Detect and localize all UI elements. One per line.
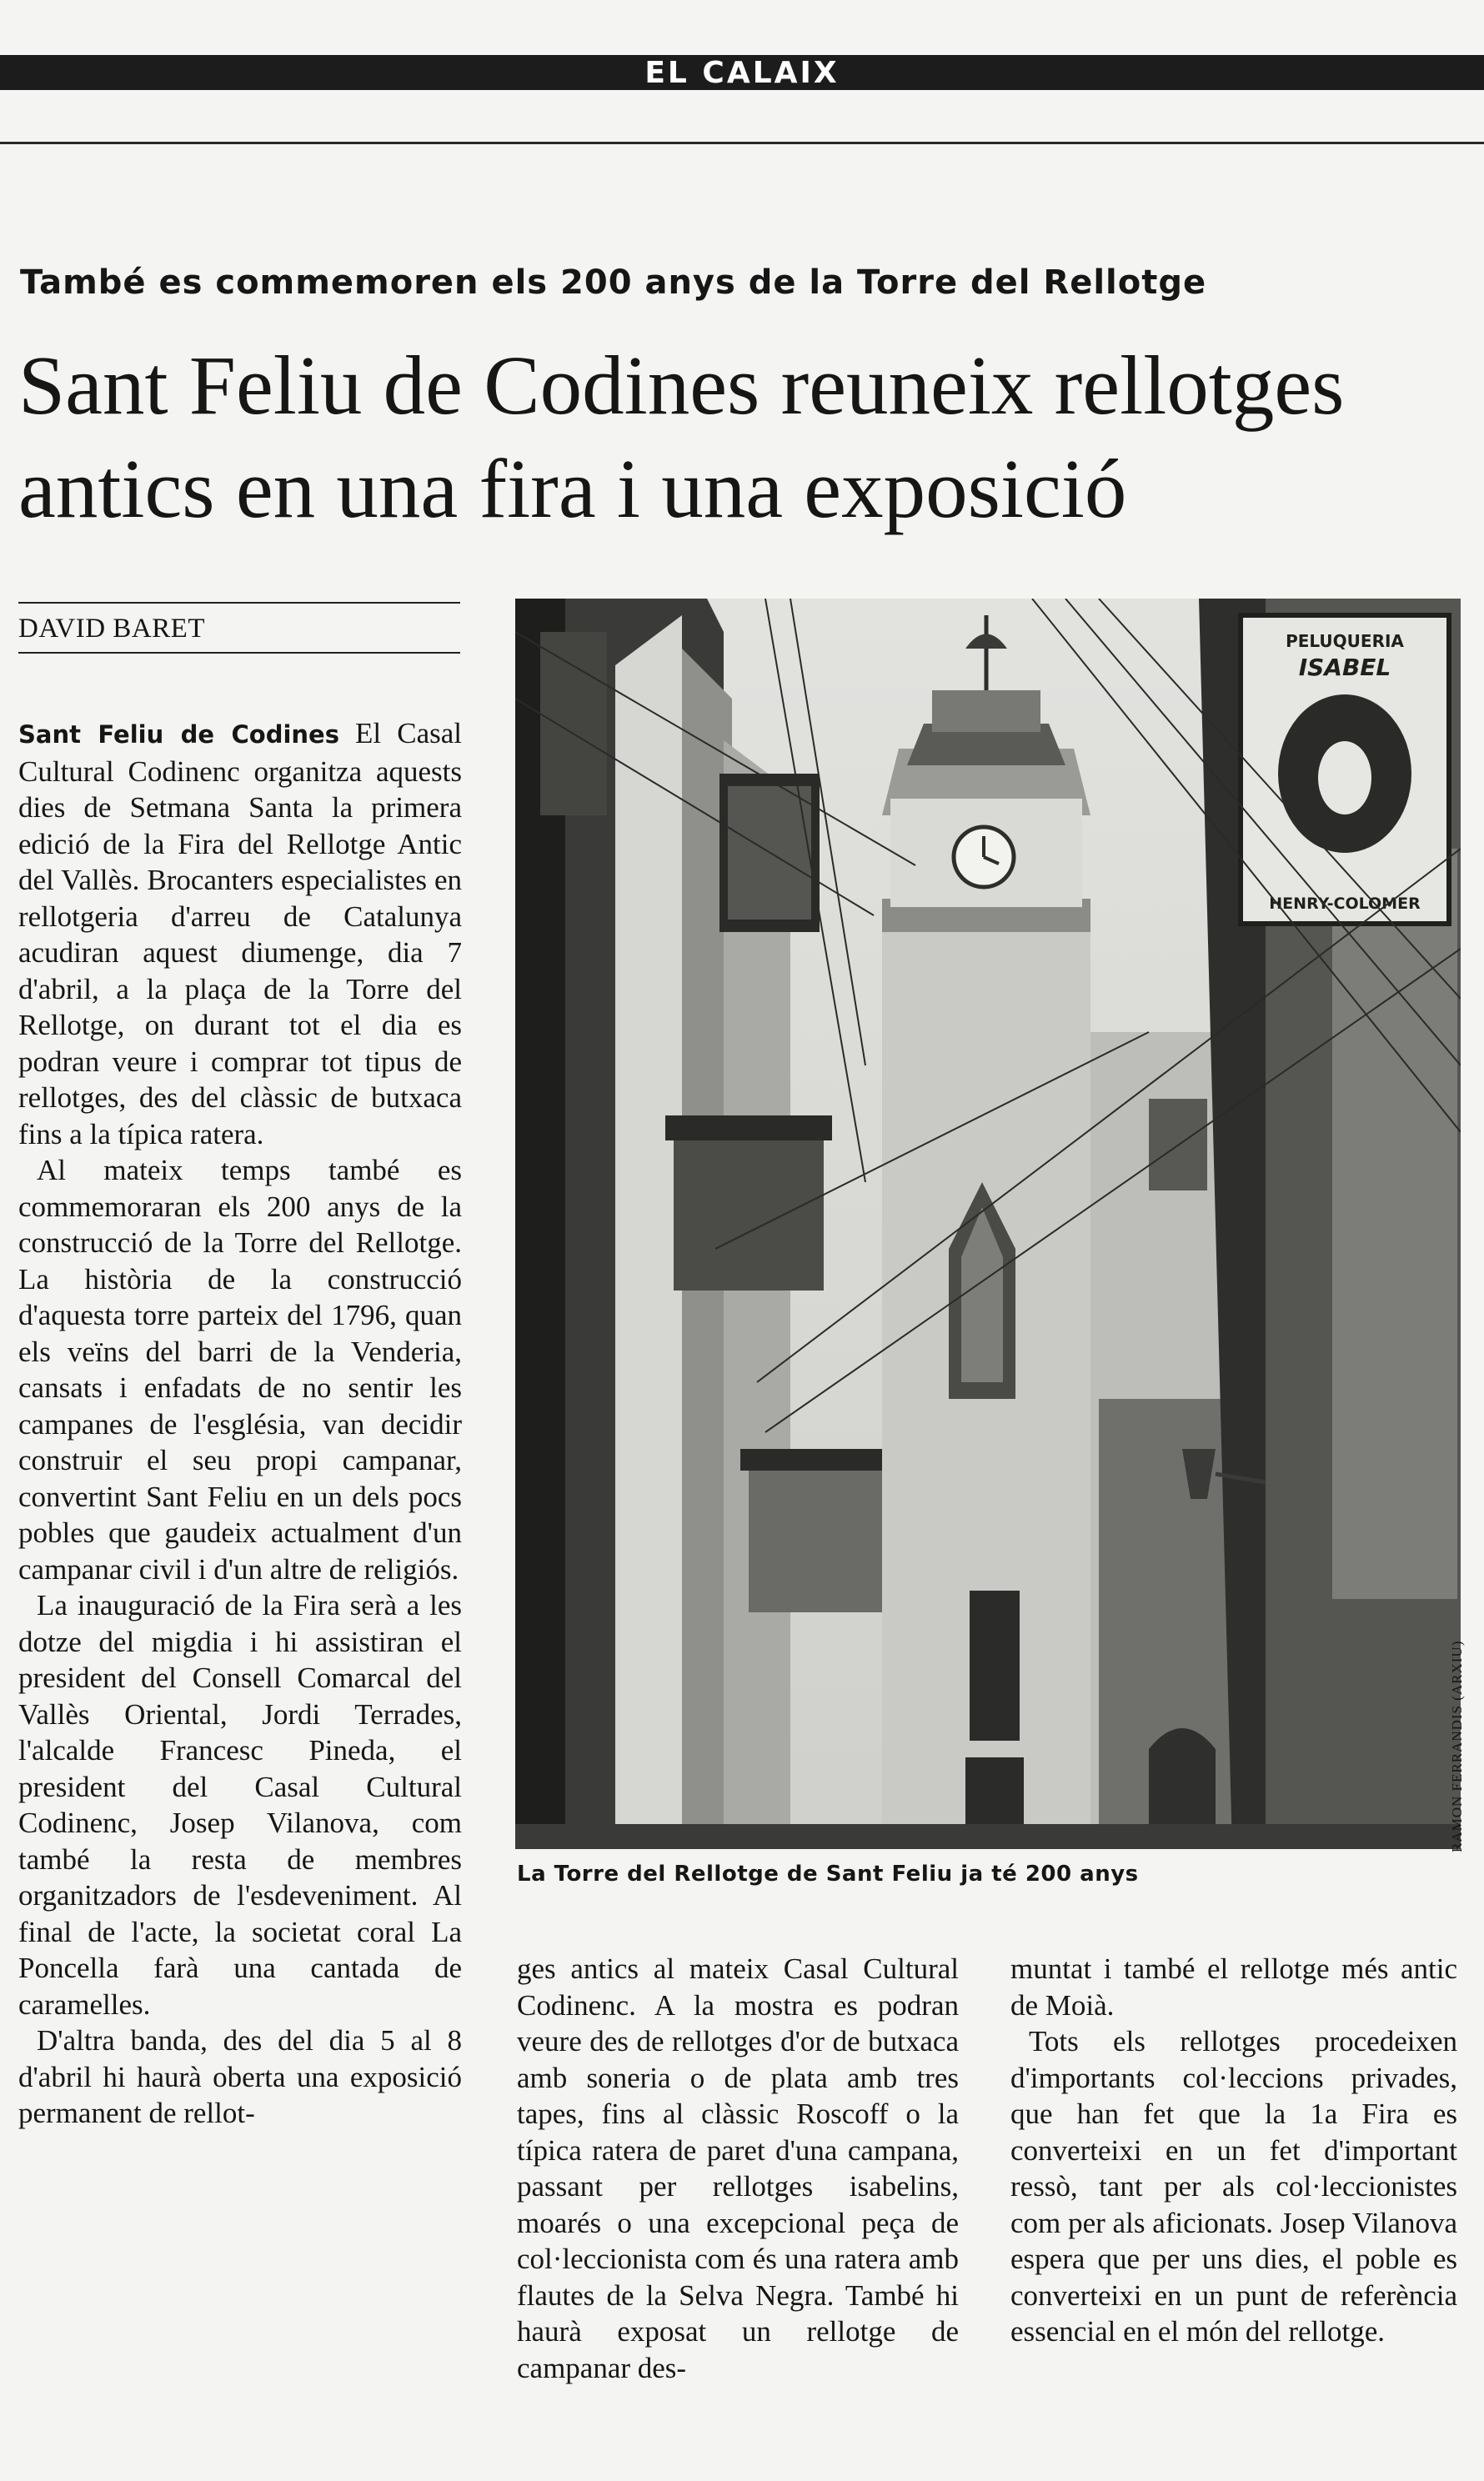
lead-place: Sant Feliu de Codines	[18, 720, 339, 749]
article-headline	[18, 333, 1469, 540]
sign-top-text: PELUQUERIA	[1286, 631, 1404, 651]
headline-line-2: antics en una fira i una exposició	[18, 442, 1127, 535]
photo-caption: La Torre del Rellotge de Sant Feliu ja té 200 anys	[517, 1862, 1139, 1887]
article-kicker: També es commemoren els 200 anys de la Torre del Rellotge	[20, 263, 1207, 302]
byline-rule-bottom	[18, 652, 460, 654]
article-byline: DAVID BARET	[18, 614, 205, 644]
byline-rule-top	[18, 602, 460, 604]
sign-bottom-text: HENRY-COLOMER	[1269, 895, 1421, 913]
paragraph-4: D'altra banda, des del dia 5 al 8 d'abril hi haurà oberta una exposició permanent de rellot-	[18, 2024, 462, 2129]
article-photo	[515, 599, 1461, 1849]
article-column-2	[517, 1951, 959, 2386]
article-column-1	[18, 715, 462, 2132]
section-header: EL CALAIX	[0, 55, 1484, 90]
paragraph-3: La inauguració de la Fira serà a les dotze del migdia i hi assistiran el president del Consell Comarcal del Vallès Oriental, Jordi Terrades, l'alcalde Francesc Pineda, el president del Casal Cultural Codinenc, Josep Vilanova, com també la resta de membres organitzadors de l'esdeveniment. Al final de l'acte, la societat coral La Poncella farà una cantada de caramelles.	[18, 1589, 462, 2021]
header-rule	[0, 142, 1484, 144]
paragraph-1-text: El Casal Cultural Codinenc organitza aquests dies de Setmana Santa la primera edició de la Fira del Rellotge Antic del Vallès. Brocanters especialistes en rellotgeria d'arreu de Catalunya acudiran aquest diumenge, dia 7 d'abril, a la plaça de la Torre del Rellotge, on durant tot el dia es podran veure i comprar tot tipus de rellotges, des del clàssic de butxaca fins a la típica ratera.	[18, 717, 462, 1150]
article-column-3	[1010, 1951, 1457, 2350]
paragraph-1	[18, 715, 462, 1152]
sign-name-text: ISABEL	[1298, 654, 1391, 681]
paragraph-6: muntat i també el rellotge més antic de Moià.	[1010, 1952, 1457, 2022]
headline-line-1: Sant Feliu de Codines reuneix rellotges	[18, 338, 1345, 432]
paragraph-2: Al mateix temps també es commemoraran els 200 anys de la construcció de la Torre del Rellotge. La història de la construcció d'aquesta torre parteix del 1796, quan els veïns del barri de la Venderia, cansats i enfadats de no sentir les campanes de l'església, van decidir construir el seu propi campanar, convertint Sant Feliu en un dels pocs pobles que gaudeix actualment d'un campanar civil i d'un altre de religiós.	[18, 1154, 462, 1586]
photo-credit: RAMON FERRANDIS (ARXIU)	[1449, 1640, 1465, 1852]
paragraph-5: ges antics al mateix Casal Cultural Codinenc. A la mostra es podran veure des de rellotges d'or de butxaca amb soneria o de plata amb tres tapes, fins al clàssic Roscoff o la típica ratera de paret d'una campana, passant per rellotges isabelins, moarés o una excepcional peça de col·leccionista com és una ratera amb flautes de la Selva Negra. També hi haurà exposat un rellotge de campanar des-	[517, 1952, 959, 2384]
paragraph-7: Tots els rellotges procedeixen d'importants col·leccions privades, que han fet que la 1a Fira es converteixi en un fet d'important ressò, tant per als col·leccionistes com per als aficionats. Josep Vilanova espera que per uns dies, el poble es converteixi en un punt de referència essencial en el món del rellotge.	[1010, 2025, 1457, 2348]
